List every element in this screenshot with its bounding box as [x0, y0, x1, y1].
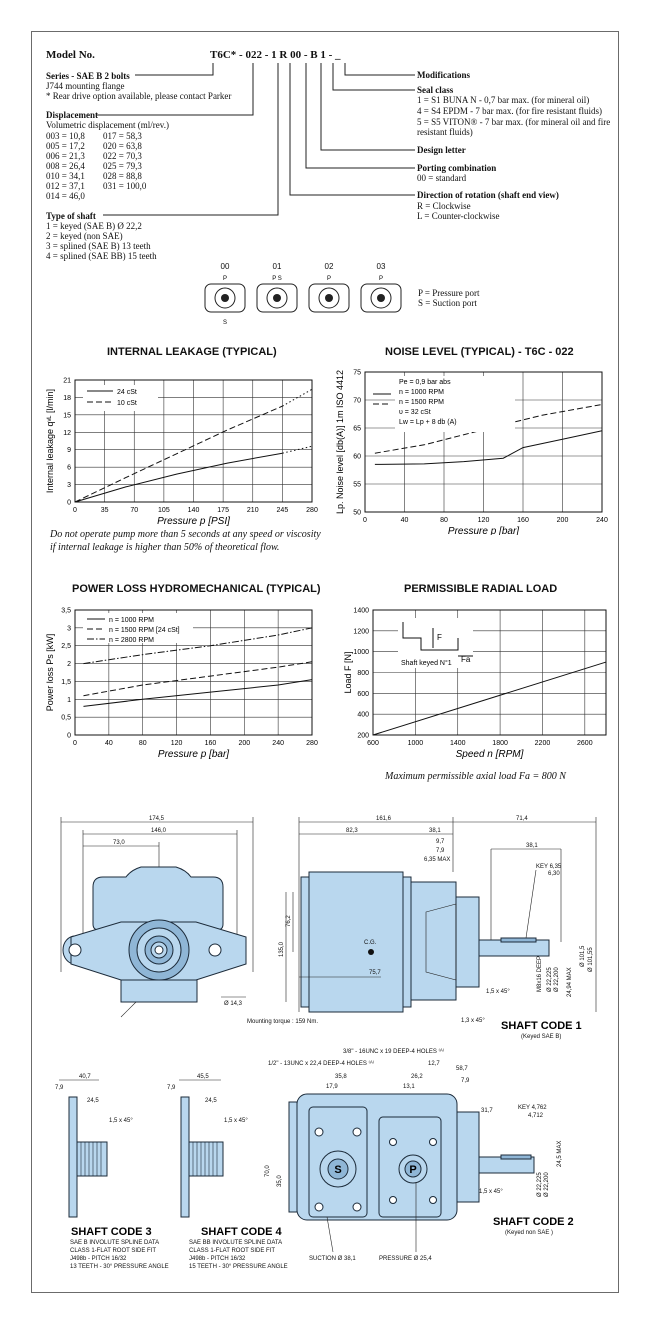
radial-note: Maximum permissible axial load Fa = 800 N	[385, 771, 566, 782]
key-label: KEY 6,35	[536, 864, 562, 870]
shaft-code-2-caption: SHAFT CODE 2	[493, 1216, 574, 1228]
shaft-title: Type of shaft	[46, 211, 96, 221]
leakage-note-1: Do not operate pump more than 5 seconds at any speed or viscosity	[50, 529, 321, 540]
legend-label: 10 cSt	[117, 400, 137, 407]
seal-line: resistant fluids)	[417, 127, 473, 137]
porting-label-02: 02	[324, 262, 334, 271]
x-axis-label: Speed n [RPM]	[455, 749, 524, 760]
y-axis-label: Load F [N]	[343, 651, 353, 694]
legend-label: n = 1000 RPM	[399, 389, 444, 396]
port-p: P	[222, 276, 228, 282]
legend-label: n = 2800 RPM	[109, 637, 154, 644]
top-dim-35: 35,8	[335, 1074, 347, 1080]
x-tick-label: 140	[187, 507, 200, 514]
y-tick-label: 1000	[353, 649, 369, 657]
porting-title: Porting combination	[417, 163, 497, 173]
dim-101a: Ø 101,5	[580, 945, 586, 967]
s3-line: J498b - PITCH 16/32	[70, 1256, 127, 1262]
y-tick-label: 3,5	[61, 607, 71, 615]
x-tick-label: 210	[246, 507, 259, 514]
code-part-series: T6C* -	[210, 49, 246, 61]
s3-dim-7-9: 7,9	[55, 1085, 64, 1091]
displacement-sub: Volumetric displacement (ml/rev.)	[46, 120, 169, 130]
disp-item: 022 = 70,3	[103, 151, 142, 161]
series-note: * Rear drive option available, please contact Parker	[46, 91, 232, 101]
top-key2: 4,712	[528, 1113, 544, 1119]
x-tick-label: 40	[400, 517, 409, 524]
x-tick-label: 1800	[492, 740, 508, 747]
x-tick-label: 175	[217, 507, 229, 514]
code-part-design: B	[310, 49, 321, 61]
y-tick-label: 0	[67, 732, 71, 740]
y-tick-label: 9	[67, 447, 71, 455]
top-dim-22b: Ø 22,200	[544, 1172, 550, 1197]
disp-item: 003 = 10,8	[46, 131, 85, 141]
s3-line: SAE B INVOLUTE SPLINE DATA	[70, 1240, 160, 1246]
x-tick-label: 80	[138, 740, 147, 747]
porting-icon-01	[257, 276, 297, 312]
model-label: Model No.	[46, 49, 95, 61]
svg-text:P S: P S	[272, 276, 282, 282]
code-part-displacement: 022 -	[245, 49, 272, 61]
mounting-torque: Mounting torque : 159 Nm.	[247, 1019, 319, 1025]
dim-161: 161,6	[376, 816, 392, 822]
s4-line: CLASS 1-FLAT ROOT SIDE FIT	[189, 1248, 276, 1254]
y-tick-label: 800	[357, 670, 369, 677]
y-tick-label: 50	[353, 509, 361, 517]
inset-fa: Fa	[461, 655, 471, 664]
porting-diagrams	[195, 260, 410, 330]
shaft-code-3-view	[55, 1074, 169, 1270]
x-axis-label: Pressure p [bar]	[447, 526, 520, 535]
x-tick-label: 35	[100, 507, 109, 514]
s3-dim-24: 24,5	[87, 1098, 99, 1104]
legend-label: Pe = 0,9 bar abs	[399, 379, 451, 386]
leakage-title: INTERNAL LEAKAGE (TYPICAL)	[107, 346, 277, 358]
front-view	[61, 816, 318, 1025]
series-title: Series - SAE B 2 bolts	[46, 71, 130, 81]
legend-pressure: P = Pressure port	[418, 288, 480, 298]
disp-item: 031 = 100,0	[103, 181, 147, 191]
y-axis-label: Lp. Noise level [db(A)] 1m ISO 4412	[335, 369, 345, 515]
s3-chamfer: 1,5 x 45°	[109, 1118, 133, 1124]
x-tick-label: 1000	[407, 740, 424, 747]
dim-71: 71,4	[516, 816, 528, 822]
s4-line: SAE BB INVOLUTE SPLINE DATA	[189, 1240, 283, 1246]
top-dim-13: 13,1	[403, 1084, 415, 1090]
dim-6-35: 6,35 MAX	[424, 857, 451, 863]
svg-text:P: P	[326, 276, 332, 282]
disp-item: 014 = 46,0	[46, 191, 85, 201]
x-tick-label: 200	[556, 517, 569, 524]
s3-dim-40: 40,7	[79, 1074, 91, 1080]
seal-line: 4 = S4 EPDM - 7 bar max. (for fire resistant fluids)	[417, 106, 603, 116]
x-tick-label: 280	[306, 740, 318, 747]
code-part-rotation: R	[279, 49, 291, 61]
s3-line: 13 TEETH - 30° PRESSURE ANGLE	[70, 1264, 169, 1270]
y-tick-label: 6	[67, 464, 71, 472]
y-tick-label: 200	[357, 732, 369, 740]
top-dim-31: 31,7	[481, 1108, 493, 1114]
y-tick-label: 18	[63, 394, 71, 402]
legend-label: 24 cSt	[117, 389, 137, 396]
dim-38a: 38,1	[429, 828, 441, 834]
series-line	[83, 680, 312, 707]
series-line	[75, 406, 282, 502]
top-dim-24: 24,5 MAX	[557, 1140, 563, 1167]
top-chamfer: 1,5 x 45°	[479, 1189, 503, 1195]
dim-174: 174,5	[149, 816, 165, 822]
porting-icon-02	[309, 276, 349, 312]
x-tick-label: 240	[272, 740, 284, 747]
chart-radial	[335, 598, 625, 773]
shaft-line: 4 = splined (SAE BB) 15 teeth	[46, 251, 157, 261]
y-tick-label: 3	[67, 625, 71, 633]
y-tick-label: 0,5	[61, 714, 71, 722]
port-s: S	[222, 320, 228, 326]
shaft-line: 1 = keyed (SAE B) Ø 22,2	[46, 221, 142, 231]
dim-73: 73,0	[113, 840, 125, 846]
dim-24: 24,94 MAX	[567, 967, 573, 997]
x-tick-label: 40	[104, 740, 113, 747]
x-tick-label: 120	[477, 517, 490, 524]
chart-leakage	[30, 360, 330, 545]
disp-item: 005 = 17,2	[46, 141, 85, 151]
y-tick-label: 65	[353, 425, 361, 433]
shaft-line: 3 = splined (SAE B) 13 teeth	[46, 241, 151, 251]
rotation-line: L = Counter-clockwise	[417, 211, 500, 221]
top-thread-12: 1/2" - 13UNC x 22,4 DEEP-4 HOLES ⁽ᴬ⁾	[268, 1061, 375, 1067]
y-tick-label: 3	[67, 482, 71, 490]
design-letter-label: Design letter	[417, 145, 466, 155]
y-tick-label: 12	[63, 429, 71, 437]
dim-22b: Ø 22,200	[554, 967, 560, 992]
legend-label: υ = 32 cSt	[399, 409, 431, 416]
x-tick-label: 600	[367, 740, 379, 747]
dim-22a: Ø 22,225	[547, 967, 553, 992]
code-part-porting: 00 -	[290, 49, 311, 61]
s4-dim-7-9: 7,9	[167, 1085, 176, 1091]
porting-label-03: 03	[376, 262, 386, 271]
legend-label: n = 1500 RPM [24 cSt]	[109, 627, 180, 634]
x-tick-label: 2200	[534, 740, 551, 747]
top-dim-7-9: 7,9	[461, 1078, 470, 1084]
code-part-seal: 1 -	[320, 49, 336, 61]
dim-82: 82,3	[346, 828, 358, 834]
suction-port-s: S	[334, 1164, 342, 1176]
dim-hole: Ø 14,3	[224, 1001, 243, 1007]
shaft-code-4-caption: SHAFT CODE 4	[201, 1226, 282, 1238]
suction-label: SUCTION Ø 38,1	[309, 1256, 356, 1262]
dim-38b: 38,1	[526, 843, 538, 849]
x-tick-label: 280	[306, 507, 318, 514]
seal-title: Seal class	[417, 85, 454, 95]
top-thread-38: 3/8" - 16UNC x 19 DEEP-4 HOLES ⁽ᴬ⁾	[343, 1049, 445, 1055]
series-flange: J744 mounting flange	[46, 81, 125, 91]
top-view	[265, 1047, 574, 1262]
disp-item: 006 = 21,3	[46, 151, 85, 161]
dim-chamfer2: 1,3 x 45°	[461, 1018, 485, 1024]
y-tick-label: 60	[353, 453, 361, 461]
code-part-shaft: 1	[271, 49, 280, 61]
svg-text:P: P	[378, 276, 384, 282]
dim-75: 75,7	[369, 970, 381, 976]
y-tick-label: 2,5	[61, 643, 71, 651]
disp-item: 008 = 26,4	[46, 161, 85, 171]
noise-title: NOISE LEVEL (TYPICAL) - T6C - 022	[385, 346, 574, 358]
x-tick-label: 2600	[577, 740, 593, 747]
side-view	[279, 816, 596, 1040]
shaft-code-1-caption: SHAFT CODE 1	[501, 1020, 582, 1032]
dim-9-7: 9,7	[436, 839, 445, 845]
x-tick-label: 0	[73, 507, 77, 514]
x-tick-label: 0	[363, 517, 367, 524]
x-tick-label: 160	[204, 740, 217, 747]
s4-dim-24: 24,5	[205, 1098, 217, 1104]
top-dim-17: 17,9	[326, 1084, 338, 1090]
y-tick-label: 1400	[353, 607, 369, 615]
x-axis-label: Pressure p [bar]	[157, 749, 230, 760]
displacement-title: Displacement	[46, 110, 98, 120]
pressure-label: PRESSURE Ø 25,4	[379, 1256, 432, 1262]
inset-f: F	[437, 633, 442, 642]
x-axis-label: Pressure p [PSI]	[157, 516, 230, 527]
shaft-code-3-caption: SHAFT CODE 3	[71, 1226, 152, 1238]
s4-chamfer: 1,5 x 45°	[224, 1118, 248, 1124]
top-key: KEY 4,762	[518, 1105, 547, 1111]
key-label2: 6,30	[548, 871, 560, 877]
x-tick-label: 105	[158, 507, 170, 514]
y-tick-label: 600	[357, 690, 369, 698]
top-dim-22a: Ø 22,225	[537, 1172, 543, 1197]
series-line	[373, 662, 606, 735]
y-axis-label: Power loss Ps [kW]	[45, 633, 55, 712]
y-tick-label: 21	[63, 377, 71, 385]
disp-item: 017 = 58,3	[103, 131, 142, 141]
radial-title: PERMISSIBLE RADIAL LOAD	[404, 583, 558, 595]
top-dim-12: 12,7	[428, 1061, 440, 1067]
code-part-modif: _	[335, 49, 341, 61]
y-axis-label: Internal leakage qᵛᴸ [l/min]	[45, 388, 55, 494]
porting-label-00: 00	[220, 262, 230, 271]
rotation-line: R = Clockwise	[417, 201, 471, 211]
shaft-code-2-sub: (Keyed non SAE )	[505, 1230, 554, 1236]
porting-line: 00 = standard	[417, 173, 467, 183]
shaft-code-1-sub: (Keyed SAE B)	[521, 1034, 562, 1040]
rotation-title: Direction of rotation (shaft end view)	[417, 190, 559, 200]
y-tick-label: 2	[67, 661, 71, 669]
top-dim-58: 58,7	[456, 1066, 468, 1072]
x-tick-label: 160	[517, 517, 529, 524]
y-tick-label: 400	[357, 711, 369, 719]
x-tick-label: 70	[130, 507, 139, 514]
pressure-port-p: P	[409, 1164, 417, 1176]
dim-7-9: 7,9	[436, 848, 445, 854]
series-line	[375, 431, 602, 465]
y-tick-label: 0	[67, 499, 71, 507]
dim-146: 146,0	[151, 828, 167, 834]
x-tick-label: 245	[276, 507, 289, 514]
y-tick-label: 1,5	[61, 678, 71, 686]
series-line	[83, 662, 312, 696]
dim-135: 135,0	[279, 941, 285, 957]
top-dim-35b: 35,0	[277, 1175, 283, 1187]
disp-item: 012 = 37,1	[46, 181, 85, 191]
porting-label-01: 01	[272, 262, 282, 271]
disp-item: 025 = 79,3	[103, 161, 142, 171]
cg-marker	[368, 949, 374, 955]
x-tick-label: 240	[596, 517, 608, 524]
dim-chamfer1: 1,5 x 45°	[486, 989, 510, 995]
chart-noise	[335, 360, 625, 535]
series-line	[75, 453, 282, 502]
x-tick-label: 80	[440, 517, 448, 524]
x-tick-label: 200	[238, 740, 251, 747]
legend-label: n = 1500 RPM	[399, 399, 444, 406]
porting-icon-03	[361, 276, 401, 312]
disp-item: 020 = 63,8	[103, 141, 142, 151]
y-tick-label: 55	[353, 481, 361, 489]
y-tick-label: 1	[67, 696, 71, 704]
s4-line: J498b - PITCH 16/32	[189, 1256, 246, 1262]
modifications-label: Modifications	[417, 70, 470, 80]
legend-suction: S = Suction port	[418, 298, 477, 308]
chart-powerloss	[30, 598, 330, 773]
leakage-note-2: if internal leakage is higher than 50% of theoretical flow.	[50, 542, 280, 553]
x-tick-label: 120	[170, 740, 183, 747]
y-tick-label: 70	[353, 397, 361, 405]
legend-label: n = 1000 RPM	[109, 617, 154, 624]
s4-line: 15 TEETH - 30° PRESSURE ANGLE	[189, 1264, 288, 1270]
seal-line: 5 = S5 VITON® - 7 bar max. (for mineral oil and fire	[417, 117, 611, 127]
top-dim-26: 26,2	[411, 1074, 423, 1080]
y-tick-label: 1200	[353, 628, 369, 636]
shaft-line: 2 = keyed (non SAE)	[46, 231, 123, 241]
x-tick-label: 1400	[449, 740, 466, 747]
dim-76: 76,2	[286, 915, 292, 927]
cg-label: C.G.	[364, 940, 377, 946]
legend-label: Lw = Lp + 8 db (A)	[399, 419, 457, 426]
s4-dim-45: 45,5	[197, 1074, 209, 1080]
technical-drawings	[31, 812, 619, 1292]
top-dim-70: 70,0	[265, 1165, 271, 1177]
seal-line: 1 = S1 BUNA N - 0,7 bar max. (for mineral oil)	[417, 95, 590, 105]
dim-101b: Ø 101,55	[588, 947, 594, 972]
inset-label: Shaft keyed N°1	[401, 660, 452, 667]
y-tick-label: 15	[63, 412, 71, 420]
powerloss-title: POWER LOSS HYDROMECHANICAL (TYPICAL)	[72, 583, 321, 595]
porting-icon-00	[205, 276, 245, 326]
dim-m8: M8x16 DEEP	[537, 955, 543, 992]
disp-item: 010 = 34,1	[46, 171, 85, 181]
x-tick-label: 0	[73, 740, 77, 747]
s3-line: CLASS 1-FLAT ROOT SIDE FIT	[70, 1248, 157, 1254]
y-tick-label: 75	[353, 369, 361, 377]
disp-item: 028 = 88,8	[103, 171, 142, 181]
